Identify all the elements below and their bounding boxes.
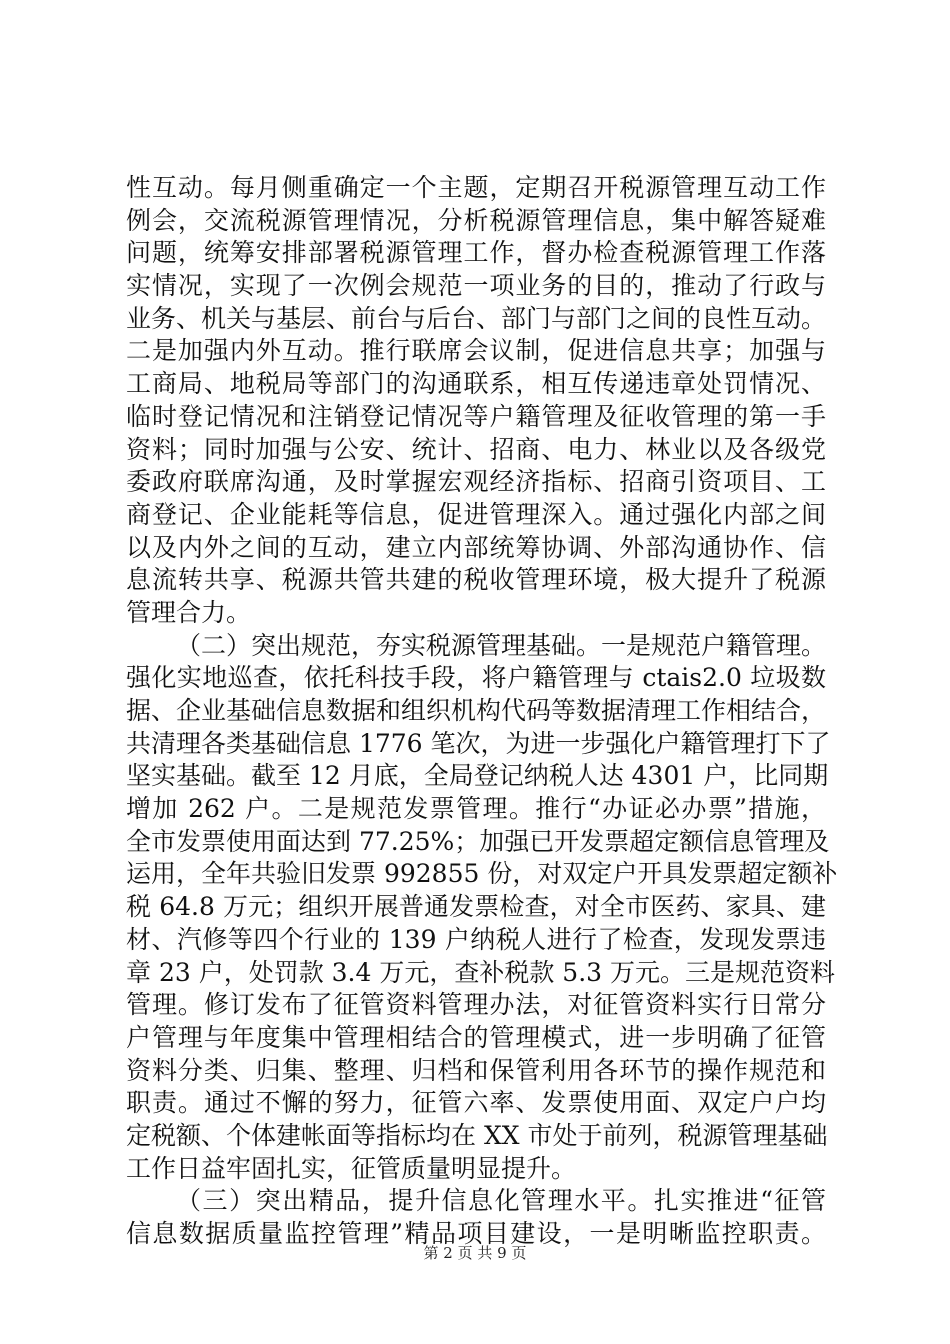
text-line: 管理。修订发布了征管资料管理办法，对征管资料实行日常分: [126, 990, 826, 1020]
page-number: 第 2 页 共 9 页: [423, 1244, 527, 1262]
text-line: 材、汽修等四个行业的 139 户纳税人进行了检查，发现发票违: [126, 924, 826, 954]
text-line: 工作日益牢固扎实，征管质量明显提升。: [126, 1153, 577, 1183]
text-line: 全市发票使用面达到 77.25%；加强已开发票超定额信息管理及: [126, 826, 830, 856]
text-line: 二是加强内外互动。推行联席会议制，促进信息共享；加强与: [126, 336, 826, 366]
text-line: 信息数据质量监控管理”精品项目建设，一是明晰监控职责。: [126, 1219, 826, 1248]
page-footer: [0, 1242, 950, 1263]
text-line: 坚实基础。截至 12 月底，全局登记纳税人达 4301 户，比同期: [126, 761, 829, 791]
text-line: 工商局、地税局等部门的沟通联系，相互传递违章处罚情况、: [126, 369, 826, 399]
text-line: 性互动。每月侧重确定一个主题，定期召开税源管理互动工作: [126, 173, 826, 202]
text-line: 资料分类、归集、整理、归档和保管利用各环节的操作规范和: [126, 1055, 826, 1085]
text-line: （二）突出规范，夯实税源管理基础。一是规范户籍管理。: [176, 630, 827, 660]
text-line: 业务、机关与基层、前台与后台、部门与部门之间的良性互动。: [126, 303, 827, 333]
text-line: 职责。通过不懈的努力，征管六率、发票使用面、双定户户均: [126, 1088, 826, 1118]
text-line: 资料；同时加强与公安、统计、招商、电力、林业以及各级党: [126, 434, 826, 464]
text-line: 增加 262 户。二是规范发票管理。推行“办证必办票”措施，: [126, 794, 826, 824]
text-line: （三）突出精品，提升信息化管理水平。扎实推进“征管: [176, 1186, 826, 1216]
text-line: 实情况，实现了一次例会规范一项业务的目的，推动了行政与: [126, 271, 826, 301]
text-line: 户管理与年度集中管理相结合的管理模式，进一步明确了征管: [126, 1022, 826, 1052]
text-line: 委政府联席沟通，及时掌握宏观经济指标、招商引资项目、工: [126, 467, 826, 497]
text-line: 据、企业基础信息数据和组织机构代码等数据清理工作相结合，: [126, 696, 827, 725]
text-line: 例会，交流税源管理情况，分析税源管理信息，集中解答疑难: [126, 205, 826, 235]
text-line: 息流转共享、税源共管共建的税收管理环境，极大提升了税源: [126, 565, 826, 595]
text-line: 问题，统筹安排部署税源管理工作，督办检查税源管理工作落: [126, 238, 826, 268]
text-line: 以及内外之间的互动，建立内部统筹协调、外部沟通协作、信: [126, 532, 826, 562]
text-line: 定税额、个体建帐面等指标均在 XX 市处于前列，税源管理基础: [126, 1120, 828, 1150]
text-line: 强化实地巡查，依托科技手段，将户籍管理与 ctais2.0 垃圾数: [126, 663, 826, 693]
text-line: 共清理各类基础信息 1776 笔次，为进一步强化户籍管理打下了: [126, 728, 831, 758]
text-line: 章 23 户，处罚款 3.4 万元，查补税款 5.3 万元。三是规范资料: [126, 957, 836, 987]
text-line: 运用，全年共验旧发票 992855 份，对双定户开具发票超定额补: [126, 859, 838, 889]
text-line: 税 64.8 万元；组织开展普通发票检查，对全市医药、家具、建: [126, 892, 826, 922]
text-line: 商登记、企业能耗等信息，促进管理深入。通过强化内部之间: [126, 499, 826, 529]
body-text: [126, 172, 838, 1251]
text-line: 临时登记情况和注销登记情况等户籍管理及征收管理的第一手: [126, 401, 826, 431]
text-line: 管理合力。: [126, 597, 252, 627]
